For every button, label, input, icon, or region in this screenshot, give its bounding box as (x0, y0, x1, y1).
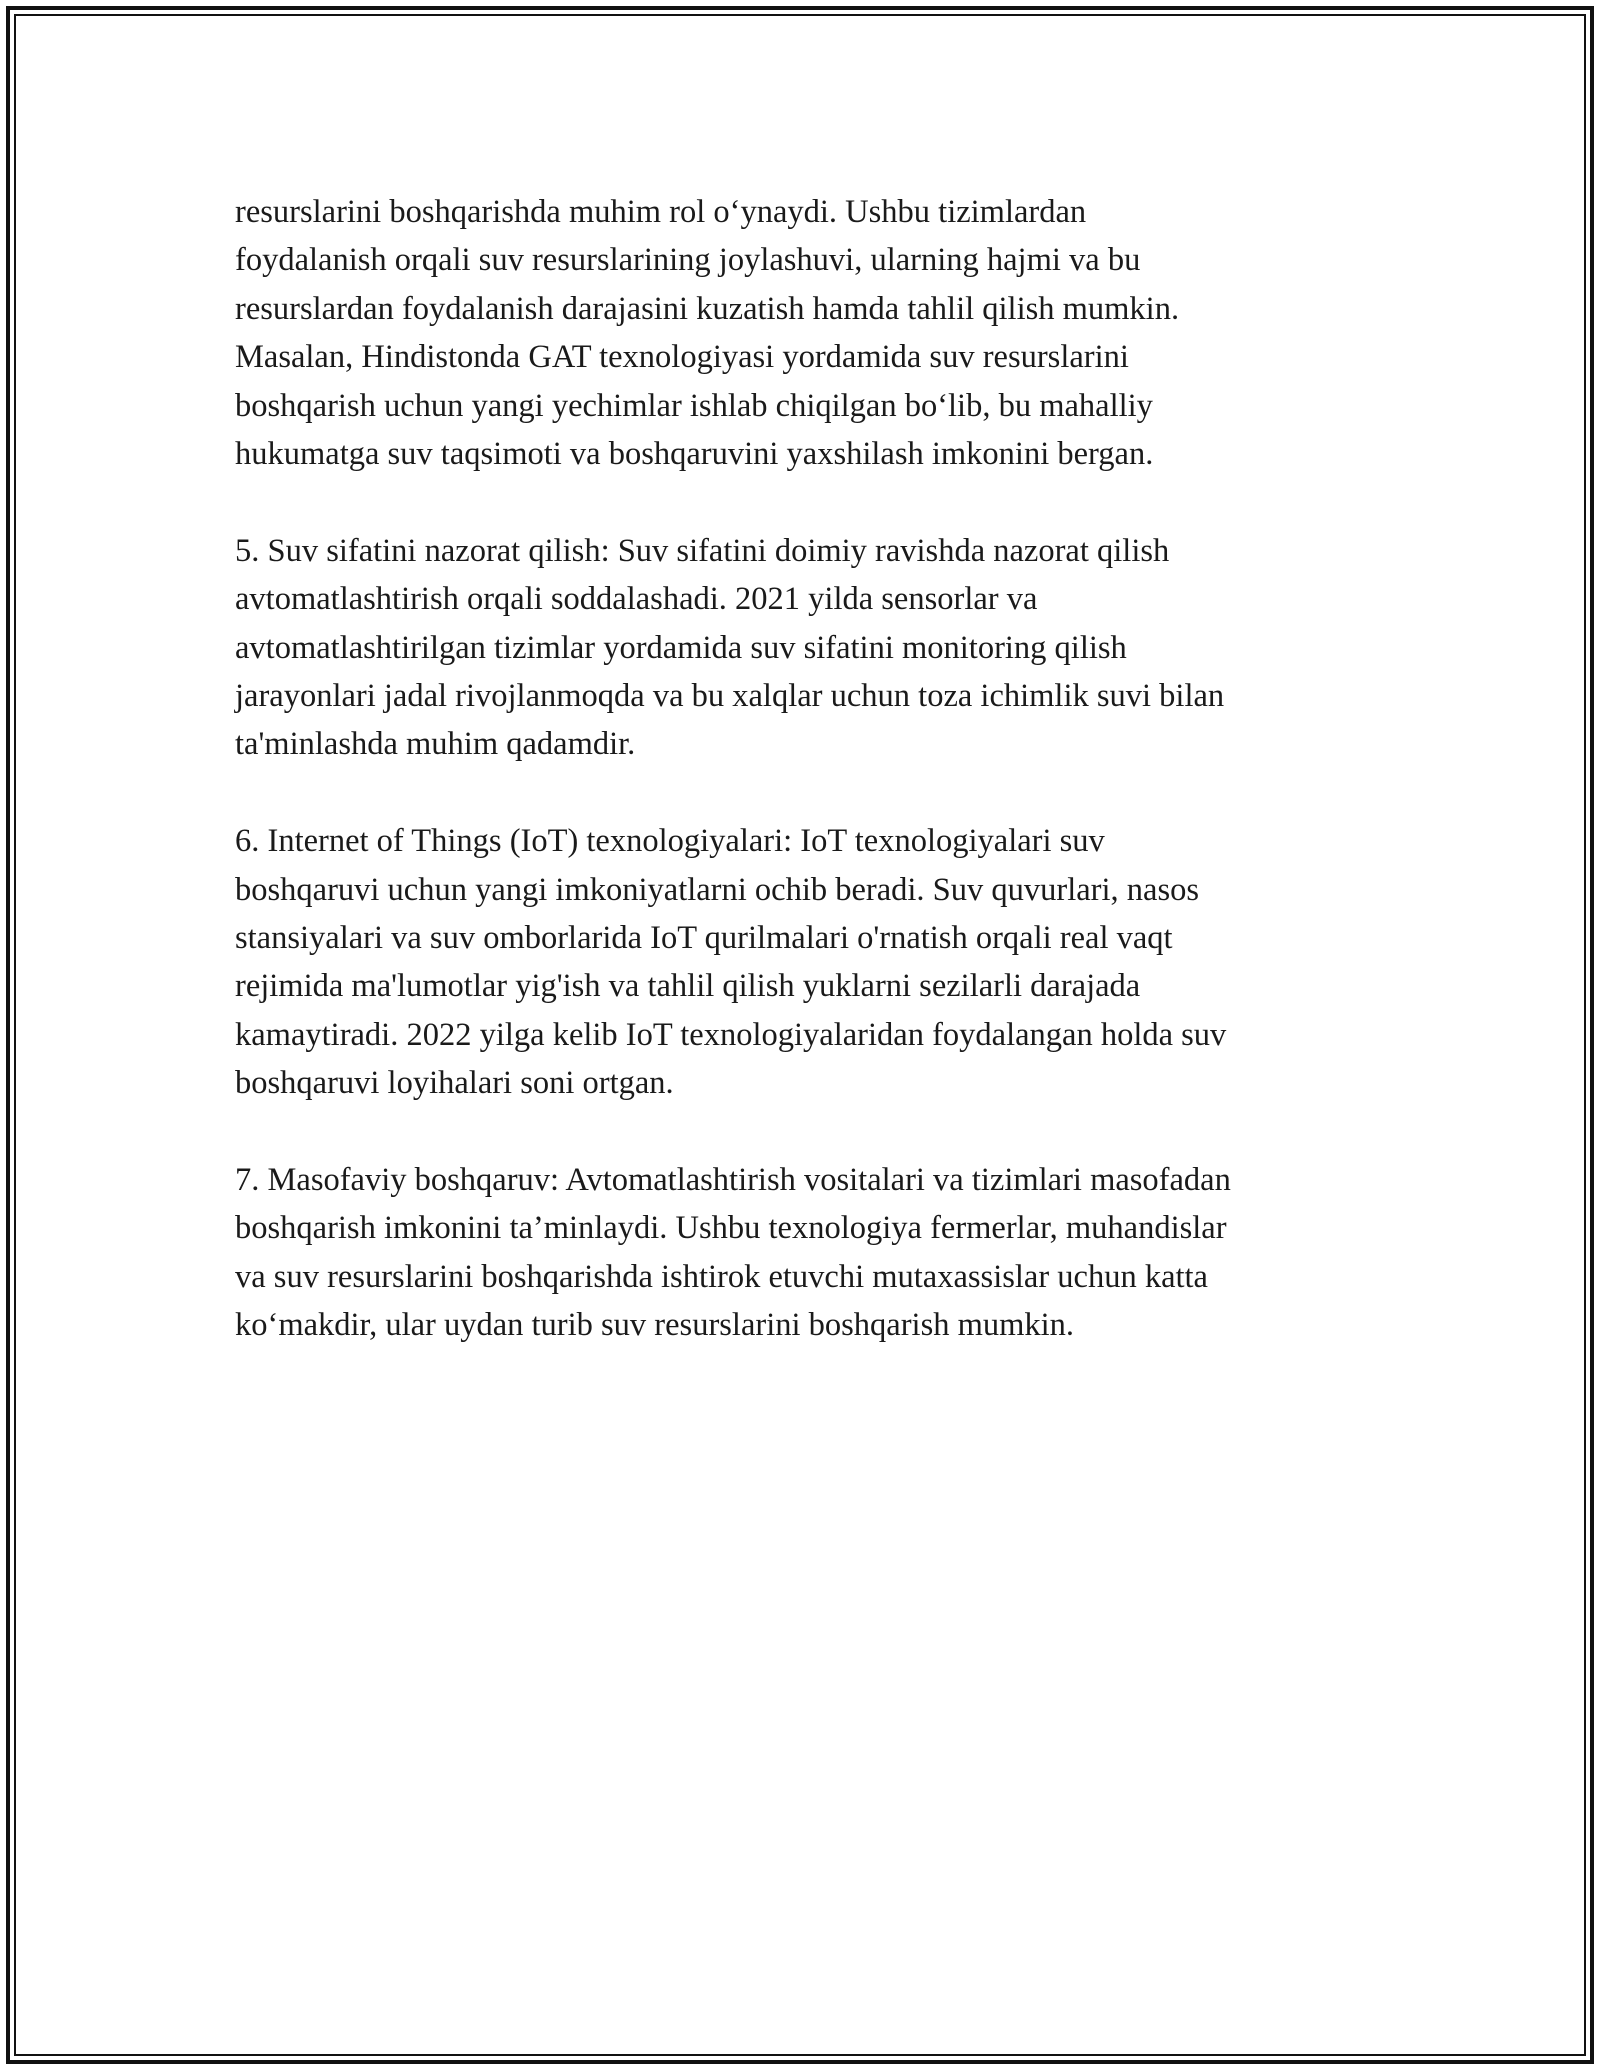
text-line: hukumatga suv taqsimoti va boshqaruvini yaxshilash imkonini bergan. (235, 436, 1154, 473)
text-line: boshqarish imkonini ta’minlaydi. Ushbu texnologiya fermerlar, muhandislar (235, 1210, 1227, 1247)
text-line: ko‘makdir, ular uydan turib suv resurslarini boshqarish mumkin. (235, 1307, 1075, 1344)
text-line: va suv resurslarini boshqarishda ishtirok etuvchi mutaxassislar uchun katta (235, 1258, 1208, 1295)
document-body (235, 188, 1375, 1398)
text-line: 5. Suv sifatini nazorat qilish: Suv sifatini doimiy ravishda nazorat qilish (235, 532, 1170, 569)
text-line: boshqarish uchun yangi yechimlar ishlab chiqilgan bo‘lib, bu mahalliy (235, 387, 1153, 424)
text-line: ta'minlashda muhim qadamdir. (235, 726, 636, 763)
paragraph-water-quality-control (235, 527, 1375, 769)
text-line: avtomatlashtirilgan tizimlar yordamida suv sifatini monitoring qilish (235, 629, 1127, 666)
text-line: resurslarini boshqarishda muhim rol o‘ynaydi. Ushbu tizimlardan (235, 194, 1087, 230)
text-line: avtomatlashtirish orqali soddalashadi. 2021 yilda sensorlar va (235, 581, 1038, 618)
text-line: 6. Internet of Things (IoT) texnologiyalari: IoT texnologiyalari suv (235, 823, 1105, 860)
text-line: boshqaruvi uchun yangi imkoniyatlarni ochib beradi. Suv quvurlari, nasos (235, 871, 1199, 908)
text-line: rejimida ma'lumotlar yig'ish va tahlil qilish yuklarni sezilarli darajada (235, 968, 1141, 1005)
text-line: resurslardan foydalanish darajasini kuzatish hamda tahlil qilish mumkin. (235, 290, 1180, 327)
paragraph-gis-water-resources (235, 188, 1375, 478)
paragraph-iot-technologies (235, 817, 1375, 1107)
text-line: boshqaruvi loyihalari soni ortgan. (235, 1065, 674, 1102)
text-line: 7. Masofaviy boshqaruv: Avtomatlashtirish vositalari va tizimlari masofadan (235, 1162, 1231, 1199)
text-line: foydalanish orqali suv resurslarining joylashuvi, ularning hajmi va bu (235, 242, 1141, 279)
paragraph-remote-management (235, 1156, 1375, 1350)
text-line: jarayonlari jadal rivojlanmoqda va bu xalqlar uchun toza ichimlik suvi bilan (235, 678, 1225, 715)
text-line: stansiyalari va suv omborlarida IoT qurilmalari o'rnatish orqali real vaqt (235, 920, 1173, 957)
text-line: kamaytiradi. 2022 yilga kelib IoT texnologiyalaridan foydalangan holda suv (235, 1016, 1227, 1053)
text-line: Masalan, Hindistonda GAT texnologiyasi yordamida suv resurslarini (235, 339, 1129, 376)
